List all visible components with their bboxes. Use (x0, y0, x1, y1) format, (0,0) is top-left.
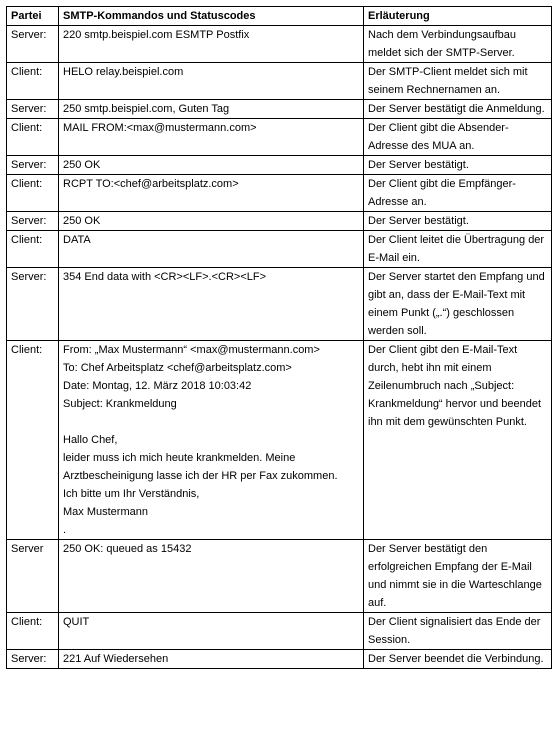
cell-explanation: Der Client gibt die Absender-Adresse des MUA an. (364, 119, 552, 156)
cell-command: DATA (59, 231, 364, 268)
table-row (7, 119, 552, 156)
table-row (7, 156, 552, 175)
cell-partei: Client: (7, 231, 59, 268)
header-smtp-kommandos: SMTP-Kommandos und Statuscodes (59, 7, 364, 26)
table-row (7, 341, 552, 540)
cell-explanation: Der Client leitet die Übertragung der E-Mail ein. (364, 231, 552, 268)
table-row (7, 175, 552, 212)
cell-explanation: Der Server bestätigt den erfolgreichen Empfang der E-Mail und nimmt sie in die Warteschlange auf. (364, 540, 552, 613)
header-row (7, 7, 552, 26)
cell-explanation: Der Server bestätigt die Anmeldung. (364, 100, 552, 119)
smtp-table-container (6, 6, 551, 669)
table-row (7, 613, 552, 650)
cell-explanation: Der Server beendet die Verbindung. (364, 650, 552, 669)
table-row (7, 63, 552, 100)
cell-partei: Server: (7, 268, 59, 341)
cell-partei: Server: (7, 100, 59, 119)
table-row (7, 540, 552, 613)
cell-explanation: Der Server bestätigt. (364, 156, 552, 175)
cell-command: QUIT (59, 613, 364, 650)
cell-command: 250 OK (59, 156, 364, 175)
cell-command: MAIL FROM:<max@mustermann.com> (59, 119, 364, 156)
cell-partei: Client: (7, 119, 59, 156)
cell-partei: Client: (7, 175, 59, 212)
cell-command: HELO relay.beispiel.com (59, 63, 364, 100)
cell-explanation: Der Server startet den Empfang und gibt an, dass der E-Mail-Text mit einem Punkt („.“) geschlossen werden soll. (364, 268, 552, 341)
cell-explanation: Der Client signalisiert das Ende der Session. (364, 613, 552, 650)
cell-command: 250 OK (59, 212, 364, 231)
table-row (7, 26, 552, 63)
header-erlaeuterung: Erläuterung (364, 7, 552, 26)
cell-partei: Server: (7, 26, 59, 63)
cell-explanation: Der Client gibt den E-Mail-Text durch, hebt ihn mit einem Zeilenumbruch nach „Subject: Krankmeldung“ hervor und beendet ihn mit dem gewünschten Punkt. (364, 341, 552, 540)
cell-command: 250 OK: queued as 15432 (59, 540, 364, 613)
table-row (7, 231, 552, 268)
cell-partei: Client: (7, 613, 59, 650)
cell-command-email-body: From: „Max Mustermann“ <max@mustermann.com> To: Chef Arbeitsplatz <chef@arbeitsplatz.com> Date: Montag, 12. März 2018 10:03:42 Subject: Krankmeldung Hallo Chef, leider muss ich mich heute krankmelden. Meine Arztbescheinigung lasse ich der HR per Fax zukommen. Ich bitte um Ihr Verständnis, Max Mustermann . (59, 341, 364, 540)
cell-partei: Server (7, 540, 59, 613)
cell-explanation: Der Client gibt die Empfänger-Adresse an. (364, 175, 552, 212)
cell-partei: Server: (7, 212, 59, 231)
cell-partei: Client: (7, 341, 59, 540)
cell-command: 221 Auf Wiedersehen (59, 650, 364, 669)
smtp-dialog-table (6, 6, 552, 669)
cell-command: 250 smtp.beispiel.com, Guten Tag (59, 100, 364, 119)
header-partei: Partei (7, 7, 59, 26)
cell-command: RCPT TO:<chef@arbeitsplatz.com> (59, 175, 364, 212)
cell-command: 220 smtp.beispiel.com ESMTP Postfix (59, 26, 364, 63)
cell-partei: Server: (7, 650, 59, 669)
cell-partei: Client: (7, 63, 59, 100)
table-row (7, 268, 552, 341)
cell-command: 354 End data with <CR><LF>.<CR><LF> (59, 268, 364, 341)
table-row (7, 650, 552, 669)
cell-explanation: Nach dem Verbindungsaufbau meldet sich der SMTP-Server. (364, 26, 552, 63)
table-row (7, 212, 552, 231)
table-row (7, 100, 552, 119)
cell-explanation: Der Server bestätigt. (364, 212, 552, 231)
cell-explanation: Der SMTP-Client meldet sich mit seinem Rechnernamen an. (364, 63, 552, 100)
cell-partei: Server: (7, 156, 59, 175)
